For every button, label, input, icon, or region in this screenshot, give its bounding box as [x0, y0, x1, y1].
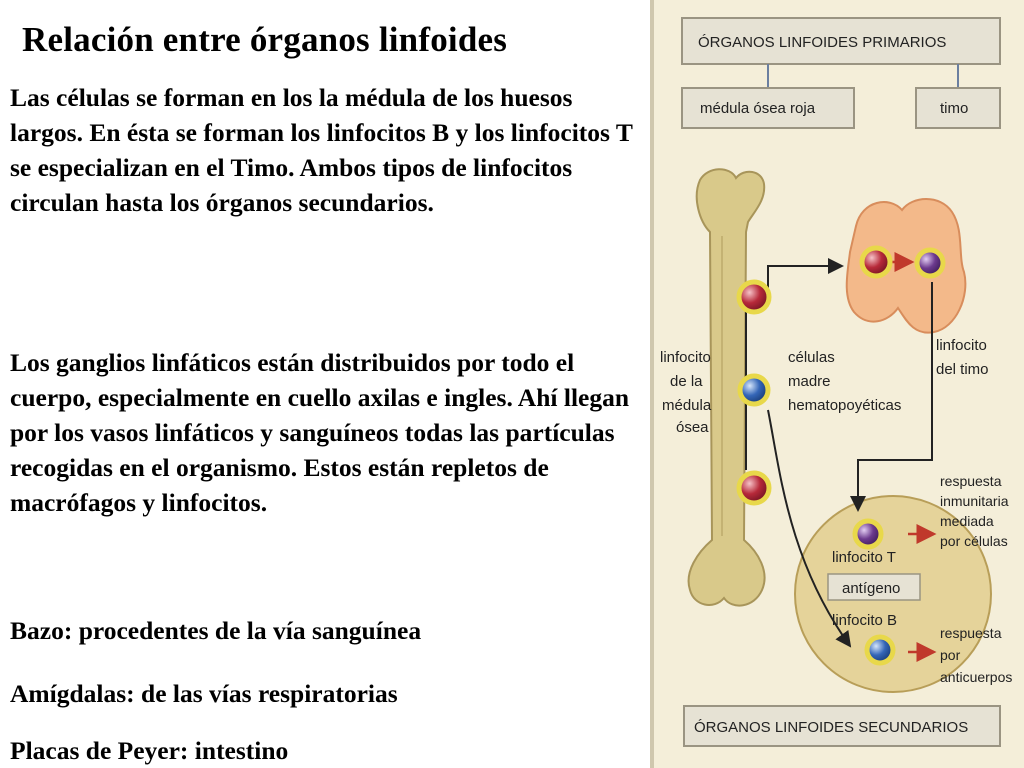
- svg-text:del timo: del timo: [936, 361, 989, 378]
- svg-text:respuesta: respuesta: [940, 473, 1002, 489]
- svg-text:anticuerpos: anticuerpos: [940, 669, 1013, 685]
- t-lymphocyte-cell: [917, 250, 943, 276]
- svg-text:madre: madre: [788, 373, 831, 390]
- antigen-label: [828, 574, 920, 600]
- bone-marrow-box-text: médula ósea roja: [700, 100, 816, 117]
- figure-edge: [650, 0, 654, 768]
- thymus-stem-cell: [862, 248, 890, 276]
- t-lymphocyte-in-node: [855, 521, 881, 547]
- svg-text:hematopoyéticas: hematopoyéticas: [788, 397, 902, 414]
- svg-text:linfocito: linfocito: [936, 337, 987, 354]
- bone-marrow-box: [682, 88, 854, 128]
- paragraph-lymph-nodes: Los ganglios linfáticos están distribuidos por todo el cuerpo, especialmente en cuello axilas e ingles. Ahí llegan por los vasos linfáticos y sanguíneos todas las partículas recogidas en el organismo. Estos están repletos de macrófagos y linfocitos.: [10, 348, 630, 517]
- svg-text:mediada: mediada: [940, 513, 994, 529]
- stem-cell: [739, 473, 769, 503]
- t-lymphocyte-label: linfocito T: [832, 549, 896, 566]
- svg-text:por: por: [940, 647, 961, 663]
- stem-cell: [739, 282, 769, 312]
- thymus-box-text: timo: [940, 100, 969, 117]
- svg-text:de la: de la: [670, 373, 703, 390]
- svg-text:médula: médula: [662, 397, 712, 414]
- paragraph-peyer-patches: Placas de Peyer: intestino: [10, 736, 289, 765]
- secondary-header-text: ÓRGANOS LINFOIDES SECUNDARIOS: [694, 719, 969, 736]
- primary-organs-header: [682, 18, 1000, 64]
- paragraph-primary-organs: Las células se forman en los la médula de los huesos largos. En ésta se forman los linfocitos B y los linfocitos T se especializan en el Timo. Ambos tipos de linfocitos circulan hasta los órganos secundarios.: [10, 83, 633, 217]
- primary-header-text: ÓRGANOS LINFOIDES PRIMARIOS: [698, 34, 947, 51]
- paragraph-tonsils: Amígdalas: de las vías respiratorias: [10, 679, 398, 708]
- svg-text:antígeno: antígeno: [842, 580, 901, 597]
- svg-text:por células: por células: [940, 533, 1008, 549]
- secondary-organs-header: [684, 706, 1000, 746]
- svg-text:células: células: [788, 349, 835, 366]
- thymus-box: [916, 88, 1000, 128]
- b-lymphocyte-label: linfocito B: [832, 612, 898, 629]
- svg-text:ósea: ósea: [676, 419, 709, 436]
- b-lymphocyte-cell: [740, 376, 768, 404]
- svg-text:inmunitaria: inmunitaria: [940, 493, 1009, 509]
- lymphoid-organs-diagram: [650, 0, 1024, 768]
- svg-text:linfocito: linfocito: [660, 349, 711, 366]
- svg-text:respuesta: respuesta: [940, 625, 1002, 641]
- page-title: Relación entre órganos linfoides: [22, 20, 508, 59]
- paragraph-spleen: Bazo: procedentes de la vía sanguínea: [10, 616, 422, 645]
- b-lymphocyte-in-node: [867, 637, 893, 663]
